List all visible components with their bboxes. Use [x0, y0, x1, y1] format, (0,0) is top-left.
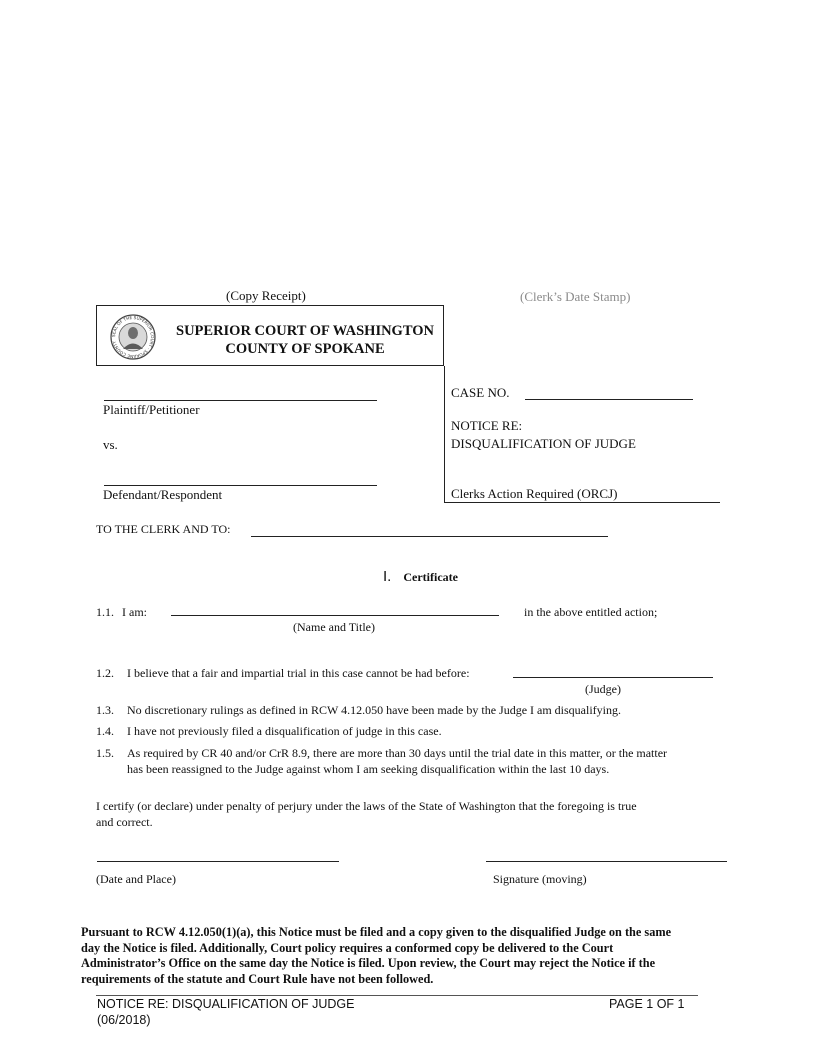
item-1-2-text: I believe that a fair and impartial trial in this case cannot be had before: — [127, 666, 470, 680]
signature-caption: Signature (moving) — [493, 872, 587, 886]
item-1-4-number: 1.4. — [96, 724, 114, 738]
date-place-caption: (Date and Place) — [96, 872, 176, 886]
filing-notice-line2: day the Notice is filed. Additionally, Court policy requires a conformed copy be delivered to the Court — [81, 940, 614, 955]
item-1-3-number: 1.3. — [96, 703, 114, 717]
item-1-2-number: 1.2. — [96, 666, 114, 680]
item-1-4-text: I have not previously filed a disqualification of judge in this case. — [127, 724, 442, 738]
certify-text-line2: and correct. — [96, 815, 153, 829]
footer-revision-date: (06/2018) — [97, 1013, 151, 1027]
footer-rule — [96, 995, 698, 996]
plaintiff-label: Plaintiff/Petitioner — [103, 402, 200, 417]
item-1-5-number: 1.5. — [96, 746, 114, 760]
item-1-5-text-line1: As required by CR 40 and/or CrR 8.9, there are more than 30 days until the trial date in this matter, or the matter — [127, 746, 668, 760]
seal-text: SEAL OF THE SUPERIOR COURT · SPOKANE COUNTY — [110, 314, 156, 360]
filing-notice-line4: requirements of the statute and Court Rule have not been followed. — [81, 971, 434, 986]
section-title: Certificate — [403, 570, 458, 584]
filing-notice — [81, 925, 731, 987]
section-heading — [383, 568, 458, 586]
judge-caption: (Judge) — [585, 682, 621, 696]
item-1-3-text: No discretionary rulings as defined in RCW 4.12.050 have been made by the Judge I am disqualifying. — [127, 703, 622, 717]
defendant-name-line[interactable] — [104, 485, 377, 486]
clerks-action-label: Clerks Action Required (ORCJ) — [451, 486, 618, 501]
copy-receipt-label: (Copy Receipt) — [226, 288, 306, 303]
item-1-5-text-line2: has been reassigned to the Judge against whom I am seeking disqualification within the last 10 days. — [127, 762, 610, 776]
notice-re-label: NOTICE RE: — [451, 418, 523, 433]
certify-text-line1: I certify (or declare) under penalty of perjury under the laws of the State of Washington that the foregoing is true — [96, 799, 637, 813]
name-title-caption: (Name and Title) — [293, 620, 375, 634]
section-numeral: I. — [383, 568, 392, 585]
to-clerk-label: TO THE CLERK AND TO: — [96, 522, 231, 536]
date-place-line[interactable] — [97, 861, 339, 862]
vs-label: vs. — [103, 437, 118, 452]
defendant-label: Defendant/Respondent — [103, 487, 223, 502]
court-title-line1: SUPERIOR COURT OF WASHINGTON — [176, 323, 434, 339]
court-seal-icon — [110, 314, 156, 360]
filing-notice-line3: Administrator’s Office on the same day the Notice is filed. Upon review, the Court may reject the Notice if the — [81, 956, 656, 970]
footer-page-number: PAGE 1 OF 1 — [609, 997, 685, 1011]
signature-line[interactable] — [486, 861, 727, 862]
caption-divider — [444, 366, 445, 503]
footer-title: NOTICE RE: DISQUALIFICATION OF JUDGE — [97, 997, 355, 1011]
case-no-line[interactable] — [525, 399, 693, 400]
item-1-1-number: 1.1. — [96, 605, 114, 619]
court-title — [170, 322, 440, 358]
clerk-date-stamp-label: (Clerk’s Date Stamp) — [520, 289, 631, 304]
case-no-label: CASE NO. — [451, 385, 510, 400]
item-1-1-after-text: in the above entitled action; — [524, 605, 658, 619]
court-title-line2: COUNTY OF SPOKANE — [225, 341, 385, 357]
to-clerk-line[interactable] — [251, 536, 608, 537]
plaintiff-name-line[interactable] — [104, 400, 377, 401]
judge-name-line[interactable] — [513, 677, 713, 678]
document-title: DISQUALIFICATION OF JUDGE — [451, 436, 636, 451]
caption-bottom-line — [444, 502, 720, 503]
item-1-1-label: I am: — [122, 605, 147, 619]
filing-notice-line1: Pursuant to RCW 4.12.050(1)(a), this Notice must be filed and a copy given to the disqualified Judge on the same — [81, 925, 672, 939]
name-title-line[interactable] — [171, 615, 499, 616]
